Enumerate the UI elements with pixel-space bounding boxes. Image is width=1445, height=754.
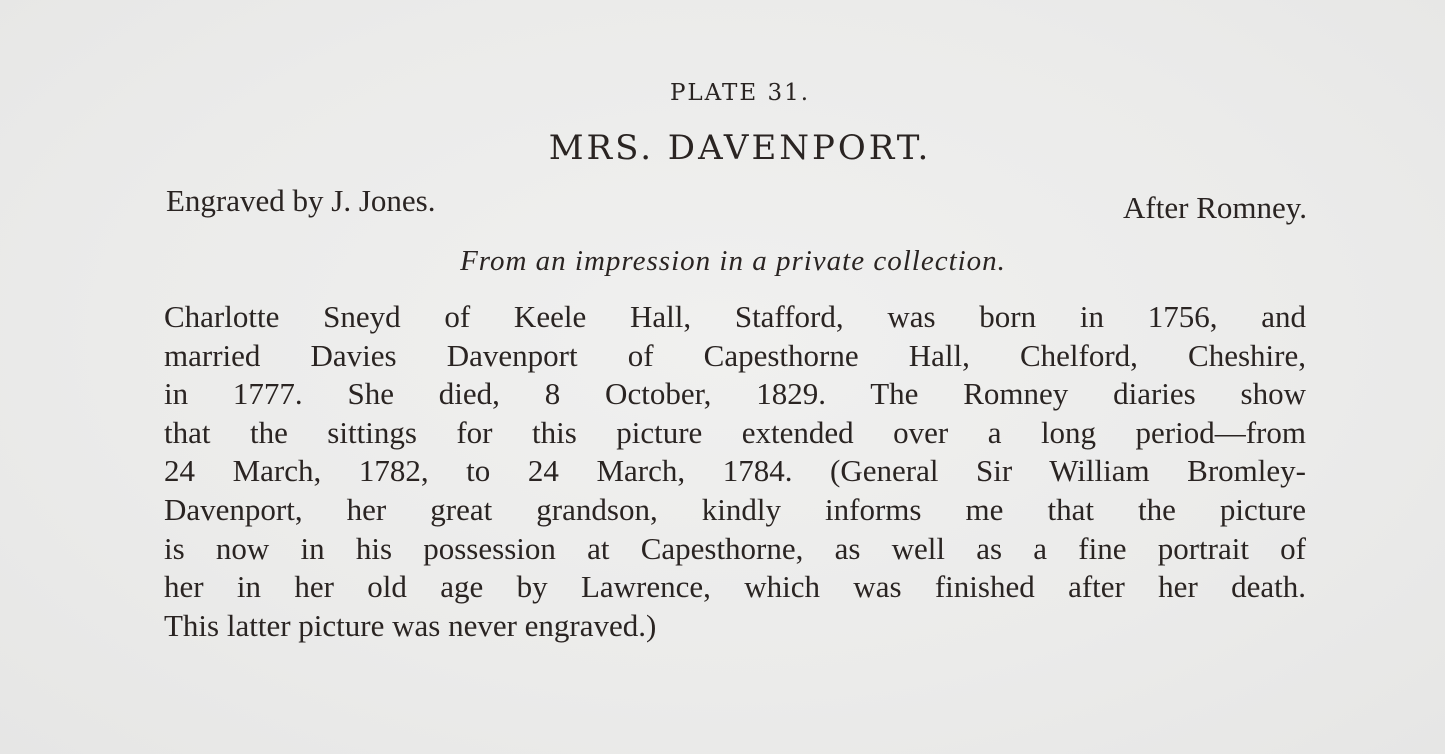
paragraph-line: that the sittings for this picture extended over a long period—from [164, 414, 1306, 450]
description-paragraph [164, 298, 1306, 645]
paragraph-line: her in her old age by Lawrence, which was finished after her death. [164, 569, 1306, 605]
engraver-credit: Engraved by J. Jones. [166, 183, 436, 218]
paragraph-line: Charlotte Sneyd of Keele Hall, Stafford, was born in 1756, and [164, 299, 1306, 334]
plate-number: PLATE 31. [669, 80, 811, 106]
painter-credit: After Romney. [1123, 190, 1307, 225]
paragraph-line: Davenport, her great grandson, kindly informs me that the picture [164, 491, 1306, 527]
source-note: From an impression in a private collection. [460, 245, 1006, 277]
paragraph-line: This latter picture was never engraved.) [164, 607, 657, 643]
paragraph-line: married Davies Davenport of Capesthorne Hall, Chelford, Cheshire, [164, 337, 1306, 373]
paragraph-line: is now in his possession at Capesthorne, as well as a fine portrait of [164, 530, 1306, 566]
paragraph-line: 24 March, 1782, to 24 March, 1784. (General Sir William Bromley- [164, 453, 1306, 489]
plate-title: MRS. DAVENPORT. [548, 128, 932, 168]
paragraph-line: in 1777. She died, 8 October, 1829. The Romney diaries show [164, 376, 1306, 412]
